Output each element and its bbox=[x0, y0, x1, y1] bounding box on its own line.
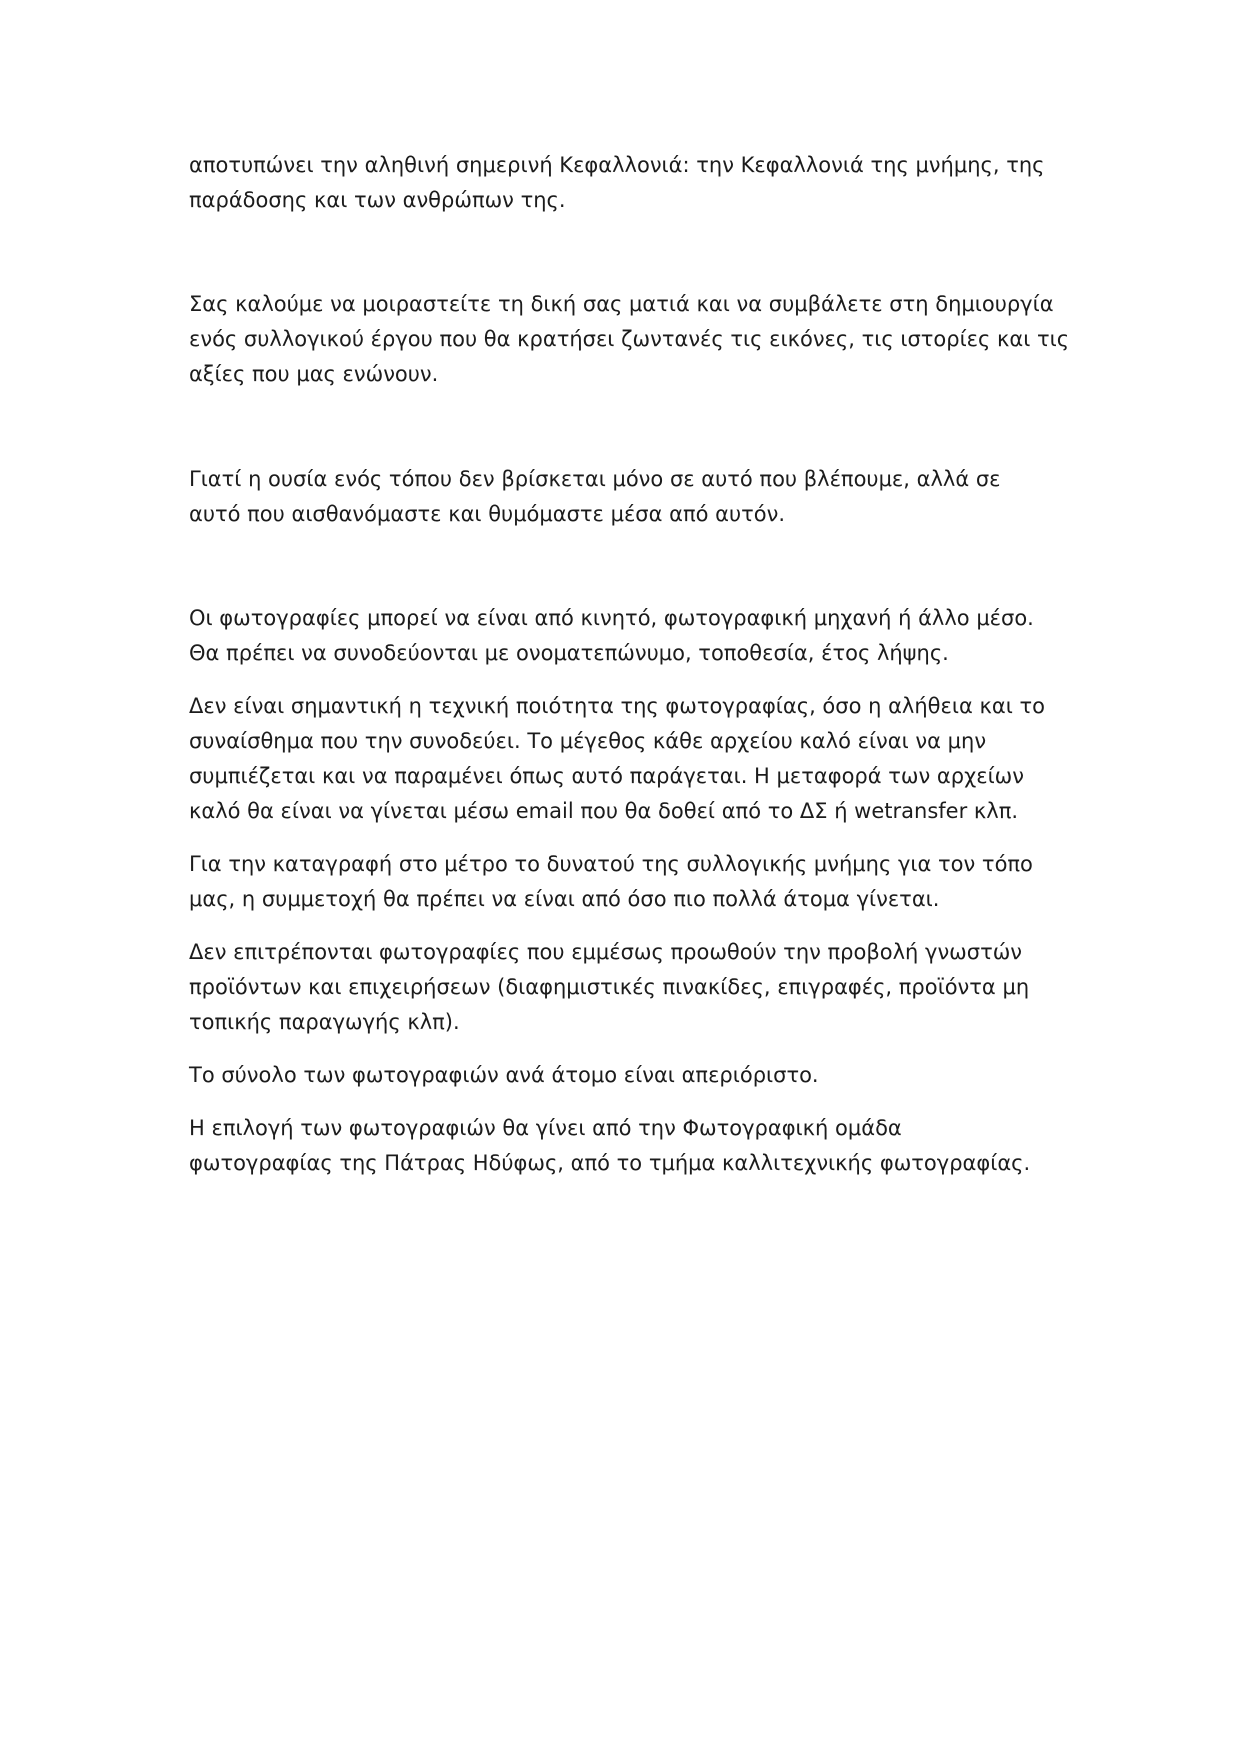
text-line: αποτυπώνει την αληθινή σημερινή Κεφαλλονιά: την Κεφαλλονιά της μνήμης, της bbox=[189, 153, 1045, 177]
text-line: συναίσθημα που την συνοδεύει. Το μέγεθος κάθε αρχείου καλό είναι να μην bbox=[189, 729, 987, 753]
paragraph-unlimited bbox=[189, 1058, 1069, 1093]
paragraph-selection bbox=[189, 1111, 1069, 1181]
text-line: ενός συλλογικού έργου που θα κρατήσει ζωντανές τις εικόνες, τις ιστορίες και τις bbox=[189, 327, 1070, 351]
paragraph-essence bbox=[189, 462, 1069, 532]
paragraph-restrictions bbox=[189, 935, 1069, 1040]
text-line: αυτό που αισθανόμαστε και θυμόμαστε μέσα από αυτόν. bbox=[189, 502, 786, 526]
text-line: Θα πρέπει να συνοδεύονται με ονοματεπώνυμο, τοποθεσία, έτος λήψης. bbox=[189, 641, 949, 665]
text-line: μας, η συμμετοχή θα πρέπει να είναι από όσο πιο πολλά άτομα γίνεται. bbox=[189, 887, 940, 911]
text-line: φωτογραφίας της Πάτρας Ηδύφως, από το τμήμα καλλιτεχνικής φωτογραφίας. bbox=[189, 1151, 1031, 1175]
text-line: συμπιέζεται και να παραμένει όπως αυτό παράγεται. Η μεταφορά των αρχείων bbox=[189, 764, 1024, 788]
text-line: παράδοσης και των ανθρώπων της. bbox=[189, 188, 566, 212]
text-line: Το σύνολο των φωτογραφιών ανά άτομο είναι απεριόριστο. bbox=[189, 1063, 819, 1087]
text-line: αξίες που μας ενώνουν. bbox=[189, 362, 439, 386]
text-line: Γιατί η ουσία ενός τόπου δεν βρίσκεται μόνο σε αυτό που βλέπουμε, αλλά σε bbox=[189, 467, 1001, 491]
text-line: καλό θα είναι να γίνεται μέσω email που θα δοθεί από το ΔΣ ή wetransfer κλπ. bbox=[189, 799, 1019, 823]
text-line: Δεν επιτρέπονται φωτογραφίες που εμμέσως προωθούν την προβολή γνωστών bbox=[189, 940, 1023, 964]
text-line: Οι φωτογραφίες μπορεί να είναι από κινητό, φωτογραφική μηχανή ή άλλο μέσο. bbox=[189, 606, 1034, 630]
text-line: Η επιλογή των φωτογραφιών θα γίνει από την Φωτογραφική ομάδα bbox=[189, 1116, 902, 1140]
text-line: προϊόντων και επιχειρήσεων (διαφημιστικές πινακίδες, επιγραφές, προϊόντα μη bbox=[189, 975, 1030, 999]
text-line: Σας καλούμε να μοιραστείτε τη δική σας ματιά και να συμβάλετε στη δημιουργία bbox=[189, 292, 1054, 316]
paragraph-participation bbox=[189, 847, 1069, 917]
paragraph-invitation bbox=[189, 287, 1069, 392]
text-line: Για την καταγραφή στο μέτρο το δυνατού της συλλογικής μνήμης για τον τόπο bbox=[189, 852, 1033, 876]
paragraph-quality bbox=[189, 689, 1069, 829]
paragraph-photo-source bbox=[189, 601, 1069, 671]
text-line: τοπικής παραγωγής κλπ). bbox=[189, 1010, 460, 1034]
text-line: Δεν είναι σημαντική η τεχνική ποιότητα της φωτογραφίας, όσο η αλήθεια και το bbox=[189, 694, 1045, 718]
paragraph-intro bbox=[189, 148, 1069, 218]
